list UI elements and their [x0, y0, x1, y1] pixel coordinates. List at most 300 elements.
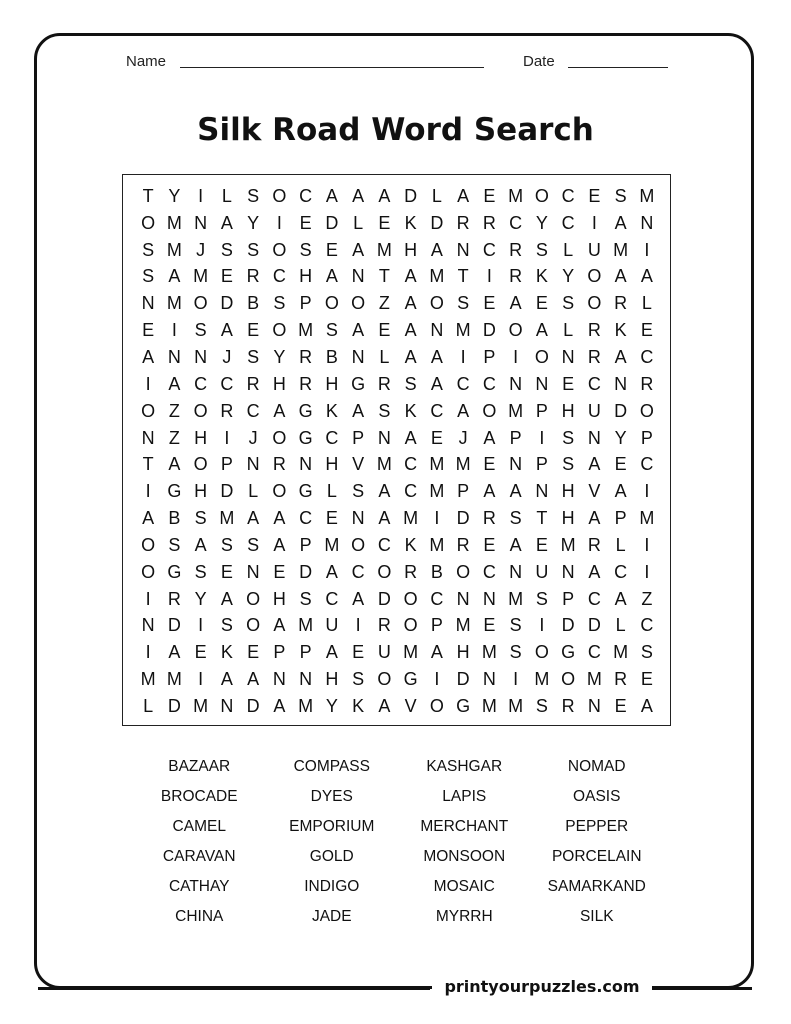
grid-letter: C [325, 588, 339, 609]
grid-row [135, 183, 660, 210]
grid-letter: R [456, 534, 470, 555]
grid-letter: M [455, 454, 471, 475]
grid-letter: D [482, 320, 496, 341]
grid-letter: H [325, 454, 339, 475]
word-list-item: NOMAD [567, 758, 626, 775]
grid-letter: T [142, 185, 154, 206]
grid-letter: M [455, 615, 471, 636]
grid-letter: I [591, 212, 597, 233]
grid-letter: O [141, 561, 156, 582]
grid-letter: N [194, 212, 208, 233]
grid-letter: S [194, 320, 207, 341]
grid-letter: I [224, 427, 230, 448]
grid-letter: N [456, 239, 470, 260]
grid-letter: L [379, 346, 390, 367]
grid-letter: A [483, 481, 496, 502]
grid-letter: M [376, 454, 392, 475]
grid-letter: N [509, 454, 523, 475]
grid-letter: E [430, 427, 443, 448]
grid-letter: J [196, 239, 206, 260]
grid-letter: D [167, 615, 181, 636]
grid-letter: A [404, 320, 417, 341]
grid-letter: A [378, 185, 391, 206]
grid-letter: I [644, 561, 650, 582]
grid-letter: A [404, 293, 417, 314]
grid-letter: S [220, 615, 233, 636]
grid-letter: D [220, 481, 234, 502]
grid-letter: E [273, 561, 286, 582]
grid-letter: M [639, 185, 655, 206]
grid-letter: N [587, 427, 601, 448]
grid-letter: V [588, 481, 601, 502]
grid-letter: C [482, 373, 496, 394]
grid-letter: R [377, 615, 391, 636]
grid-letter: J [458, 427, 468, 448]
grid-letter: I [171, 320, 177, 341]
grid-letter: A [273, 695, 286, 716]
grid-letter: S [220, 534, 233, 555]
word-list-item: LAPIS [442, 788, 487, 805]
grid-letter: L [326, 481, 337, 502]
grid-letter: O [193, 293, 208, 314]
grid-letter: O [534, 642, 549, 663]
grid-letter: H [561, 508, 575, 529]
grid-letter: E [247, 642, 260, 663]
grid-letter: N [194, 346, 208, 367]
grid-letter: C [482, 239, 496, 260]
grid-letter: B [247, 293, 260, 314]
grid-letter: A [168, 373, 181, 394]
grid-letter: M [324, 534, 340, 555]
grid-letter: M [166, 293, 182, 314]
grid-letter: H [456, 642, 470, 663]
grid-row [135, 693, 660, 720]
grid-letter: O [193, 400, 208, 421]
grid-letter: M [193, 695, 209, 716]
grid-letter: D [614, 400, 628, 421]
grid-letter: H [325, 373, 339, 394]
grid-letter: P [509, 427, 522, 448]
grid-letter: G [403, 669, 418, 690]
grid-letter: C [404, 481, 418, 502]
grid-letter: E [325, 239, 338, 260]
grid-letter: S [247, 239, 260, 260]
grid-letter: P [535, 454, 548, 475]
grid-letter: M [403, 642, 419, 663]
grid-row [135, 639, 660, 666]
grid-letter: S [562, 454, 575, 475]
grid-letter: K [535, 266, 548, 287]
word-list-item: PORCELAIN [551, 848, 642, 865]
grid-letter: M [508, 185, 524, 206]
grid-letter: I [644, 239, 650, 260]
grid-letter: I [539, 427, 545, 448]
grid-letter: A [509, 481, 522, 502]
grid-letter: M [166, 669, 182, 690]
grid-letter: M [586, 669, 602, 690]
grid-letter: A [220, 588, 233, 609]
grid-letter: R [509, 266, 523, 287]
word-list [133, 758, 663, 926]
date-line [568, 67, 668, 68]
grid-letter: H [194, 481, 208, 502]
grid-row [135, 532, 660, 559]
letter-grid [135, 183, 660, 720]
grid-letter: M [508, 400, 524, 421]
grid-letter: C [430, 588, 444, 609]
grid-letter: P [352, 427, 365, 448]
word-list-item: BAZAAR [168, 758, 231, 775]
grid-letter: A [352, 588, 365, 609]
grid-letter: A [220, 212, 233, 233]
grid-letter: R [377, 373, 391, 394]
grid-letter: O [272, 427, 287, 448]
grid-letter: N [482, 588, 496, 609]
grid-letter: U [587, 239, 601, 260]
grid-letter: L [143, 695, 154, 716]
grid-letter: D [246, 695, 260, 716]
grid-letter: S [562, 427, 575, 448]
grid-letter: E [535, 534, 548, 555]
grid-letter: P [457, 481, 470, 502]
grid-letter: E [483, 293, 496, 314]
grid-letter: R [246, 373, 260, 394]
grid-letter: I [644, 481, 650, 502]
grid-letter: E [640, 320, 653, 341]
grid-letter: A [614, 481, 627, 502]
grid-letter: R [404, 561, 418, 582]
grid-row [135, 613, 660, 640]
grid-letter: O [429, 293, 444, 314]
grid-letter: O [482, 400, 497, 421]
grid-letter: A [430, 346, 443, 367]
grid-letter: M [429, 454, 445, 475]
grid-letter: C [404, 454, 418, 475]
grid-letter: D [561, 615, 575, 636]
grid-row [135, 317, 660, 344]
grid-letter: D [220, 293, 234, 314]
grid-letter: E [483, 534, 496, 555]
grid-letter: P [299, 534, 312, 555]
grid-letter: Y [325, 695, 338, 716]
grid-letter: A [404, 346, 417, 367]
grid-letter: M [508, 588, 524, 609]
word-list-item: MOSAIC [433, 878, 495, 895]
grid-letter: E [614, 695, 627, 716]
grid-letter: E [483, 454, 496, 475]
grid-letter: O [639, 400, 654, 421]
grid-letter: T [457, 266, 469, 287]
grid-letter: P [562, 588, 575, 609]
grid-letter: A [247, 508, 260, 529]
grid-letter: N [640, 212, 654, 233]
grid-letter: A [352, 239, 365, 260]
grid-letter: L [563, 320, 574, 341]
footer [0, 976, 791, 998]
word-list-item: MONSOON [423, 848, 506, 865]
grid-letter: M [481, 695, 497, 716]
word-list-item: COMPASS [293, 758, 370, 775]
grid-letter: K [352, 695, 365, 716]
grid-letter: N [561, 561, 575, 582]
grid-letter: D [167, 695, 181, 716]
word-list-item: SAMARKAND [547, 878, 646, 895]
grid-letter: I [644, 534, 650, 555]
grid-letter: C [640, 454, 654, 475]
grid-letter: S [562, 293, 575, 314]
grid-letter: G [167, 481, 182, 502]
grid-letter: N [141, 293, 155, 314]
grid-letter: O [324, 293, 339, 314]
grid-letter: D [325, 212, 339, 233]
grid-letter: N [246, 454, 260, 475]
grid-letter: M [560, 534, 576, 555]
grid-letter: S [220, 239, 233, 260]
word-list-item: CATHAY [168, 878, 230, 895]
grid-letter: A [325, 266, 338, 287]
grid-letter: E [142, 320, 155, 341]
grid-letter: D [456, 669, 470, 690]
grid-letter: O [587, 293, 602, 314]
word-list-item: CARAVAN [162, 848, 236, 865]
grid-letter: L [353, 212, 364, 233]
grid-letter: N [299, 669, 313, 690]
grid-letter: N [220, 695, 234, 716]
grid-letter: A [588, 508, 601, 529]
grid-letter: M [429, 534, 445, 555]
grid-letter: M [481, 642, 497, 663]
name-line [180, 67, 484, 68]
grid-letter: S [194, 561, 207, 582]
grid-letter: R [272, 454, 286, 475]
grid-letter: N [377, 427, 391, 448]
grid-letter: C [220, 373, 234, 394]
grid-letter: A [247, 669, 260, 690]
grid-letter: O [403, 588, 418, 609]
grid-letter: M [429, 266, 445, 287]
grid-letter: P [430, 615, 443, 636]
grid-letter: C [587, 642, 601, 663]
word-list-item: MYRRH [435, 908, 493, 925]
grid-letter: S [325, 320, 338, 341]
grid-letter: E [247, 320, 260, 341]
grid-letter: U [377, 642, 391, 663]
grid-letter: M [298, 320, 314, 341]
grid-letter: M [166, 239, 182, 260]
grid-letter: L [248, 481, 259, 502]
grid-letter: R [246, 266, 260, 287]
grid-letter: N [430, 320, 444, 341]
grid-row [135, 451, 660, 478]
grid-letter: I [198, 185, 204, 206]
grid-letter: D [587, 615, 601, 636]
grid-letter: K [325, 400, 338, 421]
grid-letter: N [351, 508, 365, 529]
grid-letter: E [378, 212, 391, 233]
grid-letter: S [299, 239, 312, 260]
grid-letter: C [430, 400, 444, 421]
grid-letter: L [563, 239, 574, 260]
grid-letter: C [587, 588, 601, 609]
grid-letter: E [483, 185, 496, 206]
grid-letter: P [299, 642, 312, 663]
grid-letter: A [588, 561, 601, 582]
grid-letter: C [194, 373, 208, 394]
grid-letter: K [614, 320, 627, 341]
grid-letter: S [535, 588, 548, 609]
grid-letter: O [141, 534, 156, 555]
grid-letter: N [351, 266, 365, 287]
grid-letter: S [509, 642, 522, 663]
grid-letter: G [298, 427, 313, 448]
grid-letter: A [404, 427, 417, 448]
grid-letter: O [272, 481, 287, 502]
grid-letter: C [482, 561, 496, 582]
grid-row [135, 344, 660, 371]
grid-letter: A [142, 346, 155, 367]
word-list-item: BROCADE [160, 788, 238, 805]
grid-letter: S [247, 185, 260, 206]
grid-letter: U [587, 400, 601, 421]
word-list-item: MERCHANT [420, 818, 509, 835]
grid-letter: O [561, 669, 576, 690]
grid-letter: B [430, 561, 443, 582]
grid-letter: K [220, 642, 233, 663]
grid-letter: H [194, 427, 208, 448]
word-list-item: GOLD [309, 848, 354, 865]
grid-letter: O [351, 534, 366, 555]
grid-letter: A [352, 185, 365, 206]
grid-letter: A [614, 588, 627, 609]
grid-letter: C [299, 508, 313, 529]
grid-letter: C [640, 346, 654, 367]
grid-letter: U [325, 615, 339, 636]
grid-letter: C [246, 400, 260, 421]
word-list-item: PEPPER [565, 818, 629, 835]
grid-letter: C [509, 212, 523, 233]
grid-letter: R [220, 400, 234, 421]
grid-letter: S [142, 239, 155, 260]
grid-letter: A [273, 508, 286, 529]
grid-letter: R [614, 669, 628, 690]
grid-letter: N [614, 373, 628, 394]
grid-letter: S [535, 695, 548, 716]
grid-letter: N [509, 373, 523, 394]
grid-letter: N [587, 695, 601, 716]
grid-letter: E [562, 373, 575, 394]
grid-letter: M [219, 508, 235, 529]
grid-letter: Y [194, 588, 207, 609]
grid-letter: D [456, 508, 470, 529]
grid-letter: C [272, 266, 286, 287]
grid-letter: I [145, 481, 151, 502]
grid-letter: O [534, 185, 549, 206]
grid-letter: E [588, 185, 601, 206]
grid-letter: P [535, 400, 548, 421]
grid-letter: H [272, 588, 286, 609]
grid-letter: E [299, 212, 312, 233]
grid-letter: S [352, 481, 365, 502]
grid-row [135, 237, 660, 264]
grid-letter: A [614, 346, 627, 367]
footer-site-text: printyourpuzzles.com [432, 976, 652, 998]
grid-letter: A [168, 266, 181, 287]
grid-letter: I [276, 212, 282, 233]
grid-letter: A [430, 239, 443, 260]
grid-letter: O [377, 669, 392, 690]
grid-letter: A [194, 534, 207, 555]
grid-letter: P [614, 508, 627, 529]
grid-letter: O [351, 293, 366, 314]
grid-letter: I [539, 615, 545, 636]
grid-letter: A [220, 669, 233, 690]
grid-letter: S [509, 508, 522, 529]
grid-letter: P [299, 293, 312, 314]
grid-letter: B [325, 346, 338, 367]
grid-row [135, 666, 660, 693]
grid-letter: A [325, 185, 338, 206]
grid-letter: O [456, 561, 471, 582]
grid-letter: M [508, 695, 524, 716]
grid-row [135, 264, 660, 291]
grid-letter: G [167, 561, 182, 582]
grid-letter: A [457, 400, 470, 421]
grid-letter: A [430, 373, 443, 394]
grid-letter: I [434, 508, 440, 529]
grid-letter: R [482, 212, 496, 233]
grid-letter: N [141, 427, 155, 448]
grid-row [135, 505, 660, 532]
grid-letter: M [193, 266, 209, 287]
grid-letter: M [298, 615, 314, 636]
grid-letter: S [378, 400, 391, 421]
grid-letter: E [614, 454, 627, 475]
page-title: Silk Road Word Search [197, 112, 594, 148]
grid-letter: A [273, 400, 286, 421]
grid-letter: E [535, 293, 548, 314]
grid-letter: D [430, 212, 444, 233]
grid-letter: V [352, 454, 365, 475]
grid-letter: S [614, 185, 627, 206]
grid-letter: N [351, 346, 365, 367]
grid-letter: E [378, 320, 391, 341]
grid-letter: S [142, 266, 155, 287]
grid-letter: R [482, 508, 496, 529]
grid-letter: M [613, 642, 629, 663]
grid-letter: N [141, 615, 155, 636]
grid-letter: Z [168, 400, 180, 421]
grid-letter: D [299, 561, 313, 582]
grid-letter: C [640, 615, 654, 636]
date-label: Date [523, 53, 555, 70]
grid-letter: M [613, 239, 629, 260]
word-list-item: KASHGAR [426, 758, 503, 775]
grid-letter: A [325, 642, 338, 663]
grid-letter: E [220, 561, 233, 582]
grid-letter: R [167, 588, 181, 609]
grid-letter: H [299, 266, 313, 287]
grid-letter: A [404, 266, 417, 287]
word-list-item: CAMEL [172, 818, 226, 835]
grid-letter: Z [641, 588, 653, 609]
grid-letter: M [403, 508, 419, 529]
grid-letter: M [166, 212, 182, 233]
grid-letter: K [404, 400, 417, 421]
grid-letter: A [457, 185, 470, 206]
grid-letter: O [377, 561, 392, 582]
grid-letter: N [535, 373, 549, 394]
grid-letter: R [299, 346, 313, 367]
